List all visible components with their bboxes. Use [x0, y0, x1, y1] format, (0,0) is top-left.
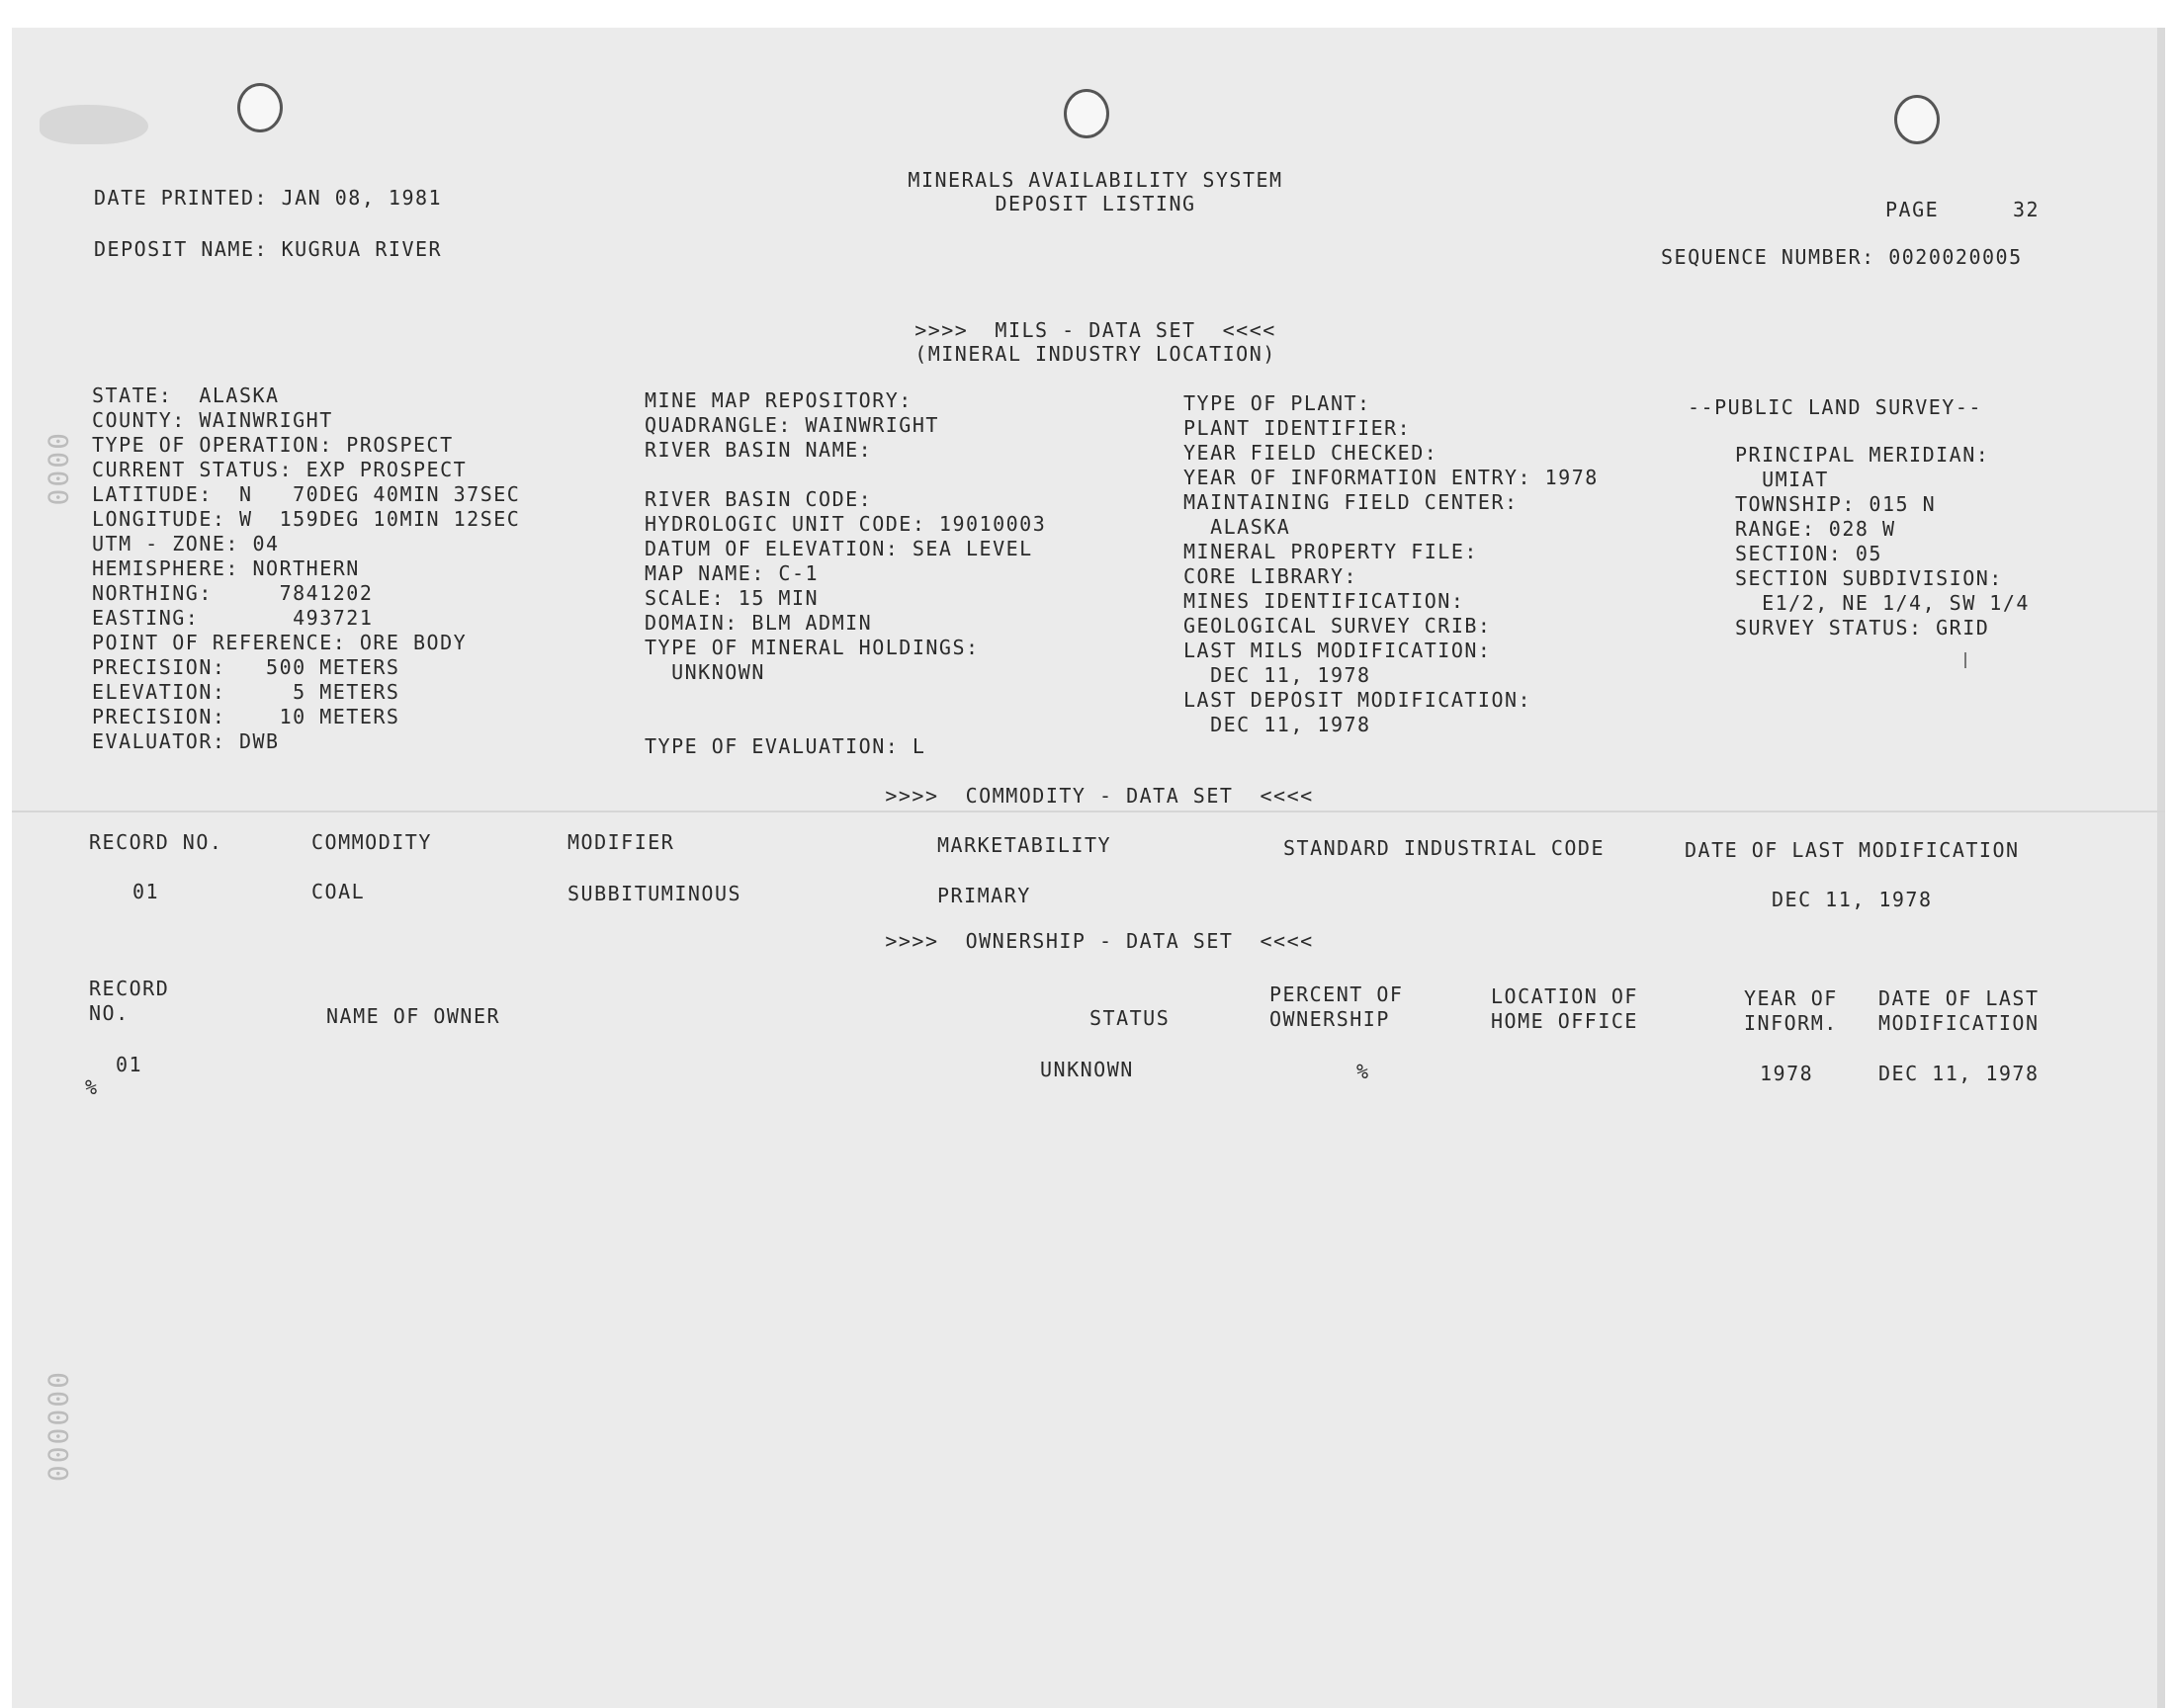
ownership-row-record: 01: [116, 1053, 143, 1076]
mils-last-mils-modification: LAST MILS MODIFICATION:: [1183, 639, 1492, 662]
commodity-row-commodity: COAL: [311, 880, 366, 903]
mils-current-status: CURRENT STATUS: EXP PROSPECT: [92, 458, 468, 481]
commodity-row-record: 01: [132, 880, 160, 903]
ownership-header-percent-line2: OWNERSHIP: [1269, 1007, 1390, 1031]
mils-section-title: >>>> MILS - DATA SET <<<<: [914, 318, 1276, 342]
mils-river-basin-name: RIVER BASIN NAME:: [645, 438, 873, 462]
punch-hole-center: [1064, 89, 1109, 138]
plss-range: RANGE: 028 W: [1735, 517, 1896, 541]
plss-survey-status: SURVEY STATUS: GRID: [1735, 616, 1990, 640]
plss-principal-meridian: PRINCIPAL MERIDIAN:: [1735, 443, 1990, 467]
mils-quadrangle: QUADRANGLE: WAINWRIGHT: [645, 413, 939, 437]
commodity-section-title: >>>> COMMODITY - DATA SET <<<<: [885, 784, 1314, 808]
torn-corner-mark: [40, 105, 148, 144]
page-fold-line: [12, 811, 2165, 812]
punch-hole-left: [237, 83, 283, 132]
mils-northing: NORTHING: 7841202: [92, 581, 374, 605]
commodity-row-date: DEC 11, 1978: [1772, 888, 1933, 911]
ownership-header-location-line2: HOME OFFICE: [1491, 1009, 1638, 1033]
mils-hemisphere: HEMISPHERE: NORTHERN: [92, 556, 360, 580]
system-title: MINERALS AVAILABILITY SYSTEM: [908, 168, 1283, 192]
mils-year-of-information-entry: YEAR OF INFORMATION ENTRY: 1978: [1183, 466, 1599, 489]
mils-core-library: CORE LIBRARY:: [1183, 564, 1358, 588]
mils-latitude: LATITUDE: N 70DEG 40MIN 37SEC: [92, 482, 521, 506]
mils-geological-survey-crib: GEOLOGICAL SURVEY CRIB:: [1183, 614, 1492, 638]
mils-mineral-holdings-value: UNKNOWN: [645, 660, 765, 684]
mils-type-of-evaluation: TYPE OF EVALUATION: L: [645, 734, 926, 758]
mils-mineral-property-file: MINERAL PROPERTY FILE:: [1183, 540, 1478, 563]
mils-datum-of-elevation: DATUM OF ELEVATION: SEA LEVEL: [645, 537, 1033, 560]
page-edge-shadow: [2157, 28, 2165, 1708]
mils-evaluator: EVALUATOR: DWB: [92, 729, 280, 753]
mils-state: STATE: ALASKA: [92, 384, 280, 407]
mils-year-field-checked: YEAR FIELD CHECKED:: [1183, 441, 1438, 465]
ownership-header-date-line1: DATE OF LAST: [1878, 986, 2040, 1010]
mils-longitude: LONGITUDE: W 159DEG 10MIN 12SEC: [92, 507, 521, 531]
mils-maintaining-field-center: MAINTAINING FIELD CENTER:: [1183, 490, 1519, 514]
mils-type-of-mineral-holdings: TYPE OF MINERAL HOLDINGS:: [645, 636, 980, 659]
mils-county: COUNTY: WAINWRIGHT: [92, 408, 333, 432]
mils-field-center-value: ALASKA: [1183, 515, 1291, 539]
ownership-row-record-mark: %: [85, 1075, 99, 1099]
mils-precision-vertical: PRECISION: 10 METERS: [92, 705, 400, 728]
ownership-header-status: STATUS: [1089, 1006, 1171, 1030]
page-number: 32: [2013, 198, 2041, 221]
mils-mines-identification: MINES IDENTIFICATION:: [1183, 589, 1465, 613]
margin-marks-lower: 000000: [42, 1372, 74, 1485]
printout-page: [12, 28, 2165, 1708]
mils-utm-zone: UTM - ZONE: 04: [92, 532, 280, 555]
mils-type-of-operation: TYPE OF OPERATION: PROSPECT: [92, 433, 454, 457]
stray-tick-mark: [1964, 652, 1966, 668]
ownership-header-record-line1: RECORD: [89, 977, 170, 1000]
mils-scale: SCALE: 15 MIN: [645, 586, 820, 610]
commodity-header-marketability: MARKETABILITY: [937, 833, 1112, 857]
commodity-header-record: RECORD NO.: [89, 830, 223, 854]
commodity-header-sic: STANDARD INDUSTRIAL CODE: [1283, 836, 1605, 860]
ownership-header-record-line2: NO.: [89, 1001, 130, 1025]
ownership-header-year-line1: YEAR OF: [1744, 986, 1838, 1010]
margin-marks-upper: 0000: [42, 433, 74, 508]
ownership-row-date: DEC 11, 1978: [1878, 1062, 2040, 1085]
mils-hydrologic-unit-code: HYDROLOGIC UNIT CODE: 19010003: [645, 512, 1047, 536]
mils-point-of-reference: POINT OF REFERENCE: ORE BODY: [92, 631, 468, 654]
punch-hole-right: [1894, 95, 1940, 144]
mils-river-basin-code: RIVER BASIN CODE:: [645, 487, 873, 511]
mils-type-of-plant: TYPE OF PLANT:: [1183, 391, 1371, 415]
mils-easting: EASTING: 493721: [92, 606, 374, 630]
deposit-name: DEPOSIT NAME: KUGRUA RIVER: [94, 237, 443, 261]
mils-precision-horizontal: PRECISION: 500 METERS: [92, 655, 400, 679]
ownership-section-title: >>>> OWNERSHIP - DATA SET <<<<: [885, 929, 1314, 953]
ownership-row-year: 1978: [1760, 1062, 1814, 1085]
ownership-header-percent-line1: PERCENT OF: [1269, 982, 1404, 1006]
plss-title: --PUBLIC LAND SURVEY--: [1688, 395, 1982, 419]
date-printed: DATE PRINTED: JAN 08, 1981: [94, 186, 443, 210]
sequence-number: SEQUENCE NUMBER: 0020020005: [1661, 245, 2023, 269]
plss-subdivision-value: E1/2, NE 1/4, SW 1/4: [1735, 591, 2030, 615]
commodity-row-modifier: SUBBITUMINOUS: [567, 882, 742, 905]
ownership-header-year-line2: INFORM.: [1744, 1011, 1838, 1035]
mils-map-name: MAP NAME: C-1: [645, 561, 820, 585]
listing-title: DEPOSIT LISTING: [995, 192, 1196, 215]
ownership-row-percent: %: [1356, 1060, 1370, 1083]
plss-meridian-value: UMIAT: [1735, 468, 1829, 491]
commodity-header-modifier: MODIFIER: [567, 830, 675, 854]
commodity-header-date: DATE OF LAST MODIFICATION: [1685, 838, 2020, 862]
plss-township: TOWNSHIP: 015 N: [1735, 492, 1937, 516]
page-label: PAGE: [1885, 198, 1940, 221]
mils-last-deposit-modification: LAST DEPOSIT MODIFICATION:: [1183, 688, 1532, 712]
commodity-header-commodity: COMMODITY: [311, 830, 432, 854]
mils-mine-map-repository: MINE MAP REPOSITORY:: [645, 388, 913, 412]
mils-domain: DOMAIN: BLM ADMIN: [645, 611, 873, 635]
ownership-header-owner: NAME OF OWNER: [326, 1004, 501, 1028]
plss-section-subdivision: SECTION SUBDIVISION:: [1735, 566, 2003, 590]
mils-section-subtitle: (MINERAL INDUSTRY LOCATION): [914, 342, 1276, 366]
mils-last-deposit-modification-date: DEC 11, 1978: [1183, 713, 1371, 736]
mils-last-mils-modification-date: DEC 11, 1978: [1183, 663, 1371, 687]
ownership-header-date-line2: MODIFICATION: [1878, 1011, 2040, 1035]
mils-plant-identifier: PLANT IDENTIFIER:: [1183, 416, 1412, 440]
plss-section: SECTION: 05: [1735, 542, 1882, 565]
commodity-row-marketability: PRIMARY: [937, 884, 1031, 907]
mils-elevation: ELEVATION: 5 METERS: [92, 680, 400, 704]
ownership-row-status: UNKNOWN: [1040, 1058, 1134, 1081]
ownership-header-location-line1: LOCATION OF: [1491, 984, 1638, 1008]
